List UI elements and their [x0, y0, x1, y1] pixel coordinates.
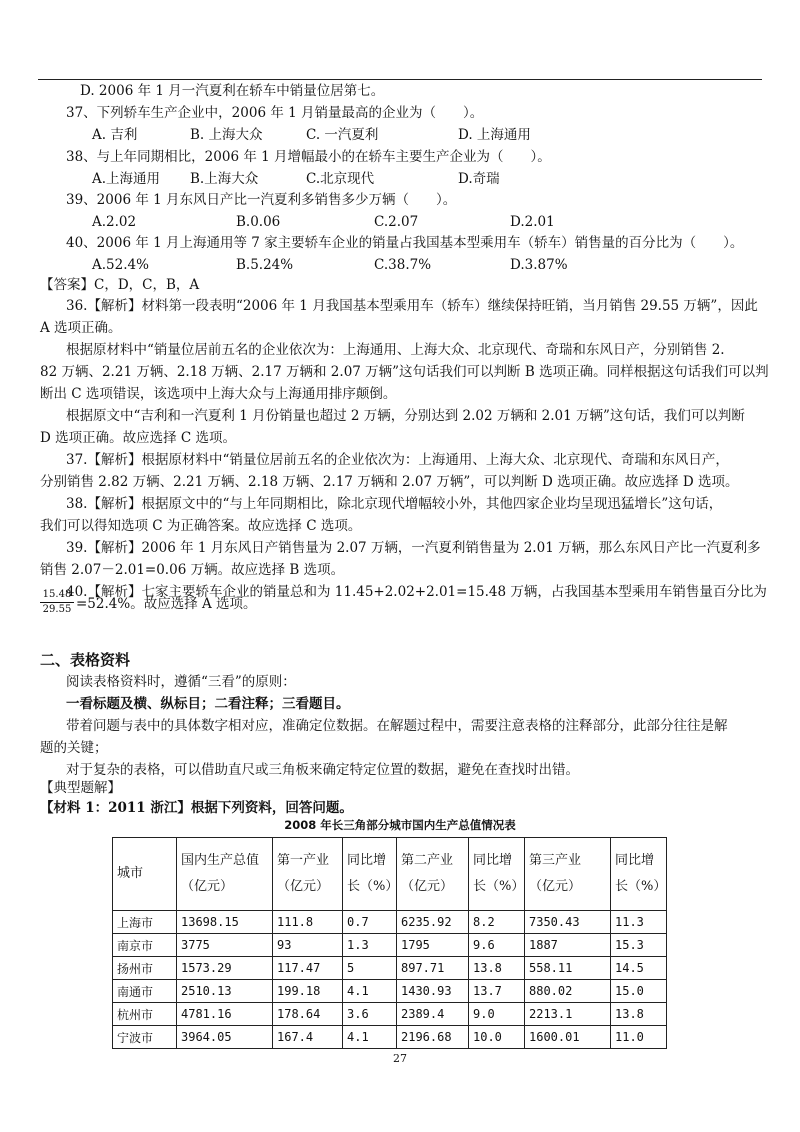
- analysis-line: 根据原文中“吉利和一汽夏利 1 月份销量也超过 2 万辆，分别达到 2.02 万辆和 2.01 万辆”这句话，我们可以判断: [66, 408, 745, 424]
- table-caption: 2008 年长三角部分城市国内生产总值情况表: [284, 818, 516, 832]
- header-cell: 同比增长（%）: [343, 838, 397, 911]
- table-cell: 11.0: [611, 1026, 667, 1049]
- table-cell: 897.71: [397, 957, 469, 980]
- table-cell: 2213.1: [525, 1003, 611, 1026]
- analysis-line: 销售 2.07－2.01=0.06 万辆。故应选择 B 选项。: [40, 562, 345, 578]
- analysis-line: A 选项正确。: [40, 320, 122, 336]
- table-cell: 9.0: [469, 1003, 525, 1026]
- table-cell: 2196.68: [397, 1026, 469, 1049]
- table-cell: 9.6: [469, 934, 525, 957]
- table-cell: 10.0: [469, 1026, 525, 1049]
- table-row: [113, 980, 667, 1003]
- table-cell: 167.4: [273, 1026, 343, 1049]
- table-cell: 880.02: [525, 980, 611, 1003]
- example-label: 【典型题解】: [40, 780, 121, 796]
- table-cell: 15.0: [611, 980, 667, 1003]
- q40-option-c: C.38.7%: [374, 257, 432, 273]
- table-cell: 2389.4: [397, 1003, 469, 1026]
- table-row: [113, 1026, 667, 1049]
- table-cell: 1430.93: [397, 980, 469, 1003]
- paragraph-line: 题的关键；: [40, 740, 108, 756]
- material-label: 【材料 1：2011 浙江】根据下列资料，回答问题。: [40, 800, 353, 816]
- table-cell: 4.1: [343, 980, 397, 1003]
- analysis-line: D 选项正确。故应选择 C 选项。: [40, 430, 237, 446]
- q39-option-c: C.2.07: [374, 214, 419, 230]
- q39-option-b: B.0.06: [236, 214, 281, 230]
- gdp-table: [112, 837, 667, 1049]
- analysis-line: 38.【解析】根据原文中的“与上年同期相比，除北京现代增幅较小外，其他四家企业均呈现迅猛增长”这句话，: [66, 496, 723, 512]
- table-cell: 178.64: [273, 1003, 343, 1026]
- page-number: 27: [393, 1052, 407, 1065]
- q39-option-a: A.2.02: [92, 214, 137, 230]
- header-cell: 同比增长（%）: [469, 838, 525, 911]
- analysis-line: 37.【解析】根据原材料中“销量位居前五名的企业依次为：上海通用、上海大众、北京现代、奇瑞和东风日产，: [66, 452, 729, 468]
- fraction-denominator: 29.55: [42, 604, 72, 615]
- analysis-line: 断出 C 选项错误，该选项中上海大众与上海通用排序颠倒。: [40, 386, 397, 402]
- table-cell: 11.3: [611, 911, 667, 934]
- q40-stem: 40、2006 年 1 月上海通用等 7 家主要轿车企业的销量占我国基本型乘用车（轿车）销售量的百分比为（ ）。: [66, 235, 744, 251]
- table-cell: 13.8: [469, 957, 525, 980]
- fraction-result: =52.4%。故应选择 A 选项。: [76, 596, 257, 612]
- table-cell: 扬州市: [113, 957, 177, 980]
- table-cell: 3775: [177, 934, 273, 957]
- analysis-line: 分别销售 2.82 万辆、2.21 万辆、2.18 万辆、2.17 万辆和 2.07 万辆”，可以判断 D 选项正确。故应选择 D 选项。: [40, 474, 739, 490]
- q38-option-d: D.奇瑞: [458, 171, 500, 187]
- q36-option-d: D. 2006 年 1 月一汽夏利在轿车中销量位居第七。: [80, 83, 385, 99]
- table-row: [113, 1003, 667, 1026]
- q40-option-b: B.5.24%: [236, 257, 294, 273]
- table-header-row: [113, 838, 667, 911]
- three-looks-rule: 一看标题及横、纵标目；二看注释；三看题目。: [66, 696, 350, 712]
- header-cell: 第三产业（亿元）: [525, 838, 611, 911]
- table-cell: 6235.92: [397, 911, 469, 934]
- table-cell: 2510.13: [177, 980, 273, 1003]
- table-cell: 558.11: [525, 957, 611, 980]
- table-cell: 宁波市: [113, 1026, 177, 1049]
- q40-option-d: D.3.87%: [510, 257, 568, 273]
- q37-option-c: C. 一汽夏利: [306, 127, 379, 143]
- table-cell: 14.5: [611, 957, 667, 980]
- q37-stem: 37、下列轿车生产企业中，2006 年 1 月销量最高的企业为（ ）。: [66, 105, 484, 121]
- table-cell: 1.3: [343, 934, 397, 957]
- analysis-line: 我们可以得知选项 C 为正确答案。故应选择 C 选项。: [40, 518, 362, 534]
- paragraph-line: 对于复杂的表格，可以借助直尺或三角板来确定特定位置的数据，避免在查找时出错。: [66, 762, 579, 778]
- table-cell: 199.18: [273, 980, 343, 1003]
- analysis-line: 39.【解析】2006 年 1 月东风日产销售量为 2.07 万辆，一汽夏利销售量为 2.01 万辆，那么东风日产比一汽夏利多: [66, 540, 761, 556]
- table-cell: 3.6: [343, 1003, 397, 1026]
- header-cell: 第一产业（亿元）: [273, 838, 343, 911]
- table-cell: 0.7: [343, 911, 397, 934]
- header-cell: 第二产业（亿元）: [397, 838, 469, 911]
- q37-option-a: A. 吉利: [92, 127, 138, 143]
- analysis-line: 40.【解析】七家主要轿车企业的销量总和为 11.45+2.02+2.01=15.48 万辆，占我国基本型乘用车销售量百分比为: [66, 584, 767, 600]
- table-cell: 111.8: [273, 911, 343, 934]
- table-cell: 8.2: [469, 911, 525, 934]
- analysis-line: 36.【解析】材料第一段表明“2006 年 1 月我国基本型乘用车（轿车）继续保持旺销，当月销售 29.55 万辆”，因此: [66, 298, 758, 314]
- table-cell: 1573.29: [177, 957, 273, 980]
- q37-option-b: B. 上海大众: [190, 127, 263, 143]
- fraction: [40, 589, 74, 616]
- table-cell: 117.47: [273, 957, 343, 980]
- table-row: [113, 911, 667, 934]
- table-cell: 5: [343, 957, 397, 980]
- header-cell: 同比增长（%）: [611, 838, 667, 911]
- table-cell: 13.8: [611, 1003, 667, 1026]
- table-cell: 南京市: [113, 934, 177, 957]
- table-cell: 1795: [397, 934, 469, 957]
- q40-option-a: A.52.4%: [92, 257, 149, 273]
- table-cell: 杭州市: [113, 1003, 177, 1026]
- analysis-line: 82 万辆、2.21 万辆、2.18 万辆、2.17 万辆和 2.07 万辆”这句话我们可以判断 B 选项正确。同样根据这句话我们可以判: [40, 364, 769, 380]
- table-cell: 南通市: [113, 980, 177, 1003]
- table-cell: 93: [273, 934, 343, 957]
- q38-option-c: C.北京现代: [306, 171, 375, 187]
- q38-stem: 38、与上年同期相比，2006 年 1 月增幅最小的在轿车主要生产企业为（ ）。: [66, 149, 551, 165]
- header-cell: 国内生产总值（亿元）: [177, 838, 273, 911]
- answer-line: 【答案】C，D，C，B，A: [40, 277, 200, 293]
- table-cell: 3964.05: [177, 1026, 273, 1049]
- table-cell: 4.1: [343, 1026, 397, 1049]
- table-cell: 1600.01: [525, 1026, 611, 1049]
- q38-option-a: A.上海通用: [92, 171, 161, 187]
- table-cell: 7350.43: [525, 911, 611, 934]
- table-cell: 13.7: [469, 980, 525, 1003]
- table-cell: 15.3: [611, 934, 667, 957]
- q39-stem: 39、2006 年 1 月东风日产比一汽夏利多销售多少万辆（ ）。: [66, 192, 457, 208]
- header-rule: [38, 79, 762, 80]
- table-cell: 4781.16: [177, 1003, 273, 1026]
- fraction-numerator: 15.48: [40, 589, 74, 603]
- table-row: [113, 957, 667, 980]
- paragraph-line: 带着问题与表中的具体数字相对应，准确定位数据。在解题过程中，需要注意表格的注释部分，此部分往往是解: [66, 718, 728, 734]
- section-intro: 阅读表格资料时，遵循“三看”的原则：: [66, 674, 296, 690]
- q37-option-d: D. 上海通用: [458, 127, 531, 143]
- table-cell: 13698.15: [177, 911, 273, 934]
- section-heading: 二、表格资料: [40, 651, 131, 669]
- table-row: [113, 934, 667, 957]
- q38-option-b: B.上海大众: [190, 171, 259, 187]
- table-cell: 1887: [525, 934, 611, 957]
- header-cell: 城市: [113, 838, 177, 911]
- analysis-line: 根据原材料中“销量位居前五名的企业依次为：上海通用、上海大众、北京现代、奇瑞和东风日产，分别销售 2.: [66, 342, 725, 358]
- q39-option-d: D.2.01: [510, 214, 555, 230]
- table-cell: 上海市: [113, 911, 177, 934]
